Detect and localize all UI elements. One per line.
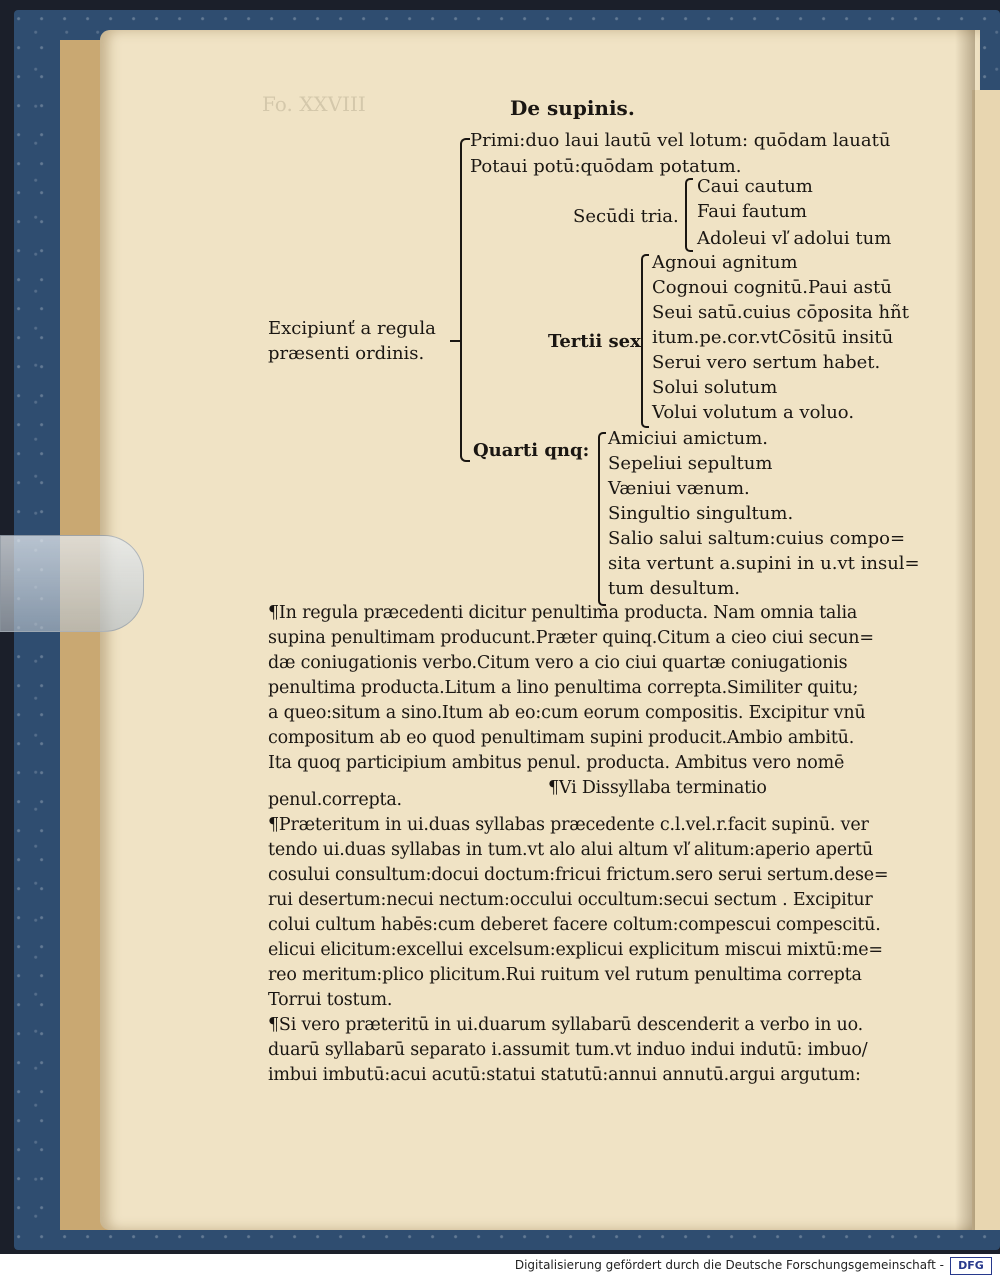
group4-brace (598, 432, 606, 606)
body-line: colui cultum habēs:cum deberet facere coltum:compescui compescitū. (268, 915, 881, 935)
body-line: ¶Si vero præteritū in ui.duarum syllabarū descenderit a verbo in uo. (268, 1015, 863, 1035)
group4-line: Salio salui saltum:cuius compo= (608, 528, 906, 549)
body-line: elicui elicitum:excellui excelsum:explicui explicitum miscui mixtū:me= (268, 940, 883, 960)
exception-label-line-2: præsenti ordinis. (268, 343, 425, 364)
rubric-heading: ¶Vi Dissyllaba terminatio (548, 778, 767, 798)
group2-line: Caui cautum (697, 176, 813, 197)
group3-line: Volui volutum a voluo. (652, 402, 855, 423)
group3-line: Seui satū.cuius cōposita hñt (652, 302, 909, 323)
group4-line: sita vertunt a.supini in u.vt insul= (608, 553, 920, 574)
body-line: compositum ab eo quod penultimam supini producit.Ambio ambitū. (268, 728, 855, 748)
body-line: ¶Præteritum in ui.duas syllabas præcedente c.l.vel.r.facit supinū. ver (268, 815, 869, 835)
group4-line: Sepeliui sepultum (608, 453, 773, 474)
group3-label: Tertii sex (548, 331, 641, 352)
group3-line: Solui solutum (652, 377, 778, 398)
main-brace (460, 138, 470, 462)
body-line: imbui imbutū:acui acutū:statui statutū:annui annutū.argui argutum: (268, 1065, 861, 1085)
body-line: Ita quoq participium ambitus penul. producta. Ambitus vero nomē (268, 753, 845, 773)
body-line: supina penultimam producunt.Præter quinq.Citum a cieo ciui secun= (268, 628, 874, 648)
body-line: duarū syllabarū separato i.assumit tum.vt induo indui indutū: imbuo/ (268, 1040, 868, 1060)
group2-label: Secūdi tria. (573, 206, 679, 227)
main-brace-point (450, 340, 460, 342)
group4-line: Væniui vænum. (608, 478, 750, 499)
group1-line: Primi:duo laui lautū vel lotum: quōdam lauatū (470, 130, 891, 151)
body-line: a queo:situm a sino.Itum ab eo:cum eorum compositis. Excipitur vnū (268, 703, 866, 723)
group3-line: Serui vero sertum habet. (652, 352, 881, 373)
group3-line: itum.pe.cor.vtCōsitū insitū (652, 327, 894, 348)
body-line: tendo ui.duas syllabas in tum.vt alo alui altum vľ alitum:aperio apertū (268, 840, 873, 860)
group4-line: Singultio singultum. (608, 503, 794, 524)
group2-line: Faui fautum (697, 201, 807, 222)
facing-page-edge (972, 90, 1000, 1230)
dfg-logo: DFG (950, 1257, 992, 1275)
running-head-bleed: Fo. XXVIII (262, 92, 366, 116)
group3-brace (641, 254, 649, 428)
group2-line: Adoleui vľ adolui tum (697, 228, 892, 249)
body-line: ¶In regula præcedenti dicitur penultima producta. Nam omnia talia (268, 603, 858, 623)
funding-notice: Digitalisierung gefördert durch die Deutsche Forschungsgemeinschaft - (514, 1258, 944, 1272)
body-line: Torrui tostum. (268, 990, 393, 1010)
body-line: reo meritum:plico plicitum.Rui ruitum vel rutum penultima correpta (268, 965, 862, 985)
group4-line: tum desultum. (608, 578, 740, 599)
group4-line: Amiciui amictum. (608, 428, 768, 449)
page-heading: De supinis. (510, 96, 635, 120)
footer-bar (0, 1254, 1000, 1277)
body-line: rui desertum:necui nectum:occului occultum:secui sectum . Excipitur (268, 890, 873, 910)
group4-label: Quarti qnq: (473, 440, 590, 461)
group2-brace (685, 178, 693, 252)
group3-line: Cognoui cognitū.Paui astū (652, 277, 892, 298)
group3-line: Agnoui agnitum (652, 252, 798, 273)
page-clip (0, 535, 144, 632)
body-line: penul.correpta. (268, 790, 402, 810)
body-line: dæ coniugationis verbo.Citum vero a cio ciui quartæ coniugationis (268, 653, 848, 673)
exception-label-line-1: Excipiunť a regula (268, 318, 436, 339)
group1-line: Potaui potū:quōdam potatum. (470, 156, 742, 177)
body-line: penultima producta.Litum a lino penultima correpta.Similiter quitu; (268, 678, 859, 698)
body-line: cosului consultum:docui doctum:fricui frictum.sero serui sertum.dese= (268, 865, 889, 885)
page-gutter-shadow (955, 30, 975, 1230)
